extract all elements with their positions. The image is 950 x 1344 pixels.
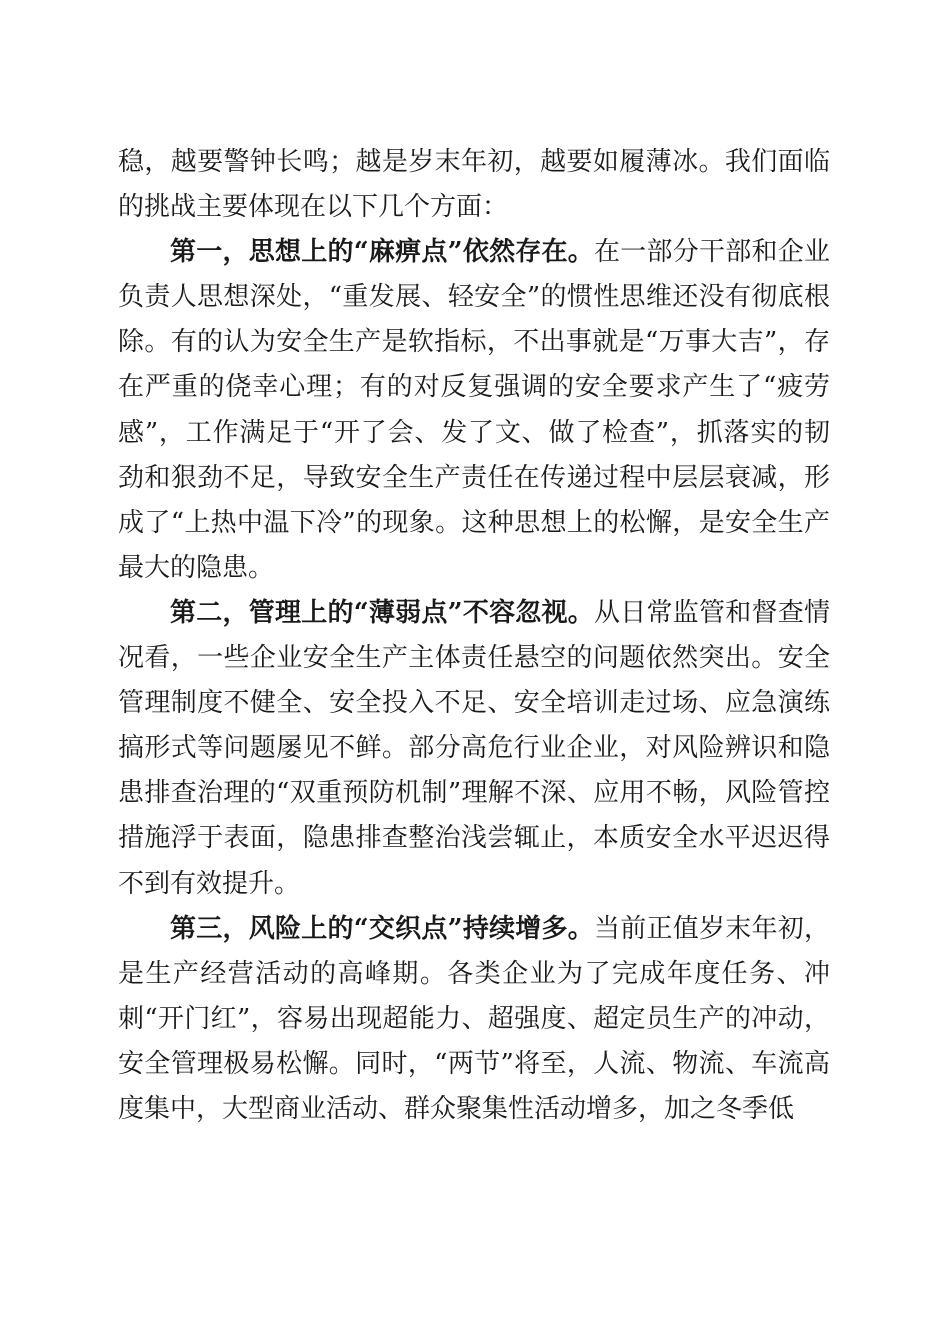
paragraph-text: 在一部分干部和企业负责人思想深处，“重发展、轻安全”的惯性思维还没有彻底根除。有的认为安全生产是软指标，不出事就是“万事大吉”，存在严重的侥幸心理；有的对反复强调的安全要求产生了“疲劳感”，工作满足于“开了会、发了文、做了检查”，抓落实的韧劲和狠劲不足，导致安全生产责任在传递过程中层层衰减，形成了“上热中温下冷”的现象。这种思想上的松懈，是安全生产最大的隐患。 [118,237,830,583]
paragraph-heading: 第一，思想上的“麻痹点”依然存在。 [170,237,595,268]
paragraph-heading: 第三，风险上的“交织点”持续增多。 [170,913,595,944]
paragraph-continuation [118,140,830,230]
paragraph-point-three [118,907,830,1132]
paragraph-point-two [118,591,830,907]
document-body [118,140,830,1132]
paragraph-text: 稳，越要警钟长鸣；越是岁末年初，越要如履薄冰。我们面临的挑战主要体现在以下几个方面： [118,147,830,223]
paragraph-point-one [118,230,830,591]
paragraph-text: 当前正值岁末年初，是生产经营活动的高峰期。各类企业为了完成年度任务、冲刺“开门红”，容易出现超能力、超强度、超定员生产的冲动，安全管理极易松懈。同时，“两节”将至，人流、物流、车流高度集中，大型商业活动、群众聚集性活动增多，加之冬季低 [118,913,830,1124]
paragraph-heading: 第二，管理上的“薄弱点”不容忽视。 [170,597,595,628]
paragraph-text: 从日常监管和督查情况看，一些企业安全生产主体责任悬空的问题依然突出。安全管理制度不健全、安全投入不足、安全培训走过场、应急演练搞形式等问题屡见不鲜。部分高危行业企业，对风险辨识和隐患排查治理的“双重预防机制”理解不深、应用不畅，风险管控措施浮于表面，隐患排查整治浅尝辄止，本质安全水平迟迟得不到有效提升。 [118,597,830,899]
